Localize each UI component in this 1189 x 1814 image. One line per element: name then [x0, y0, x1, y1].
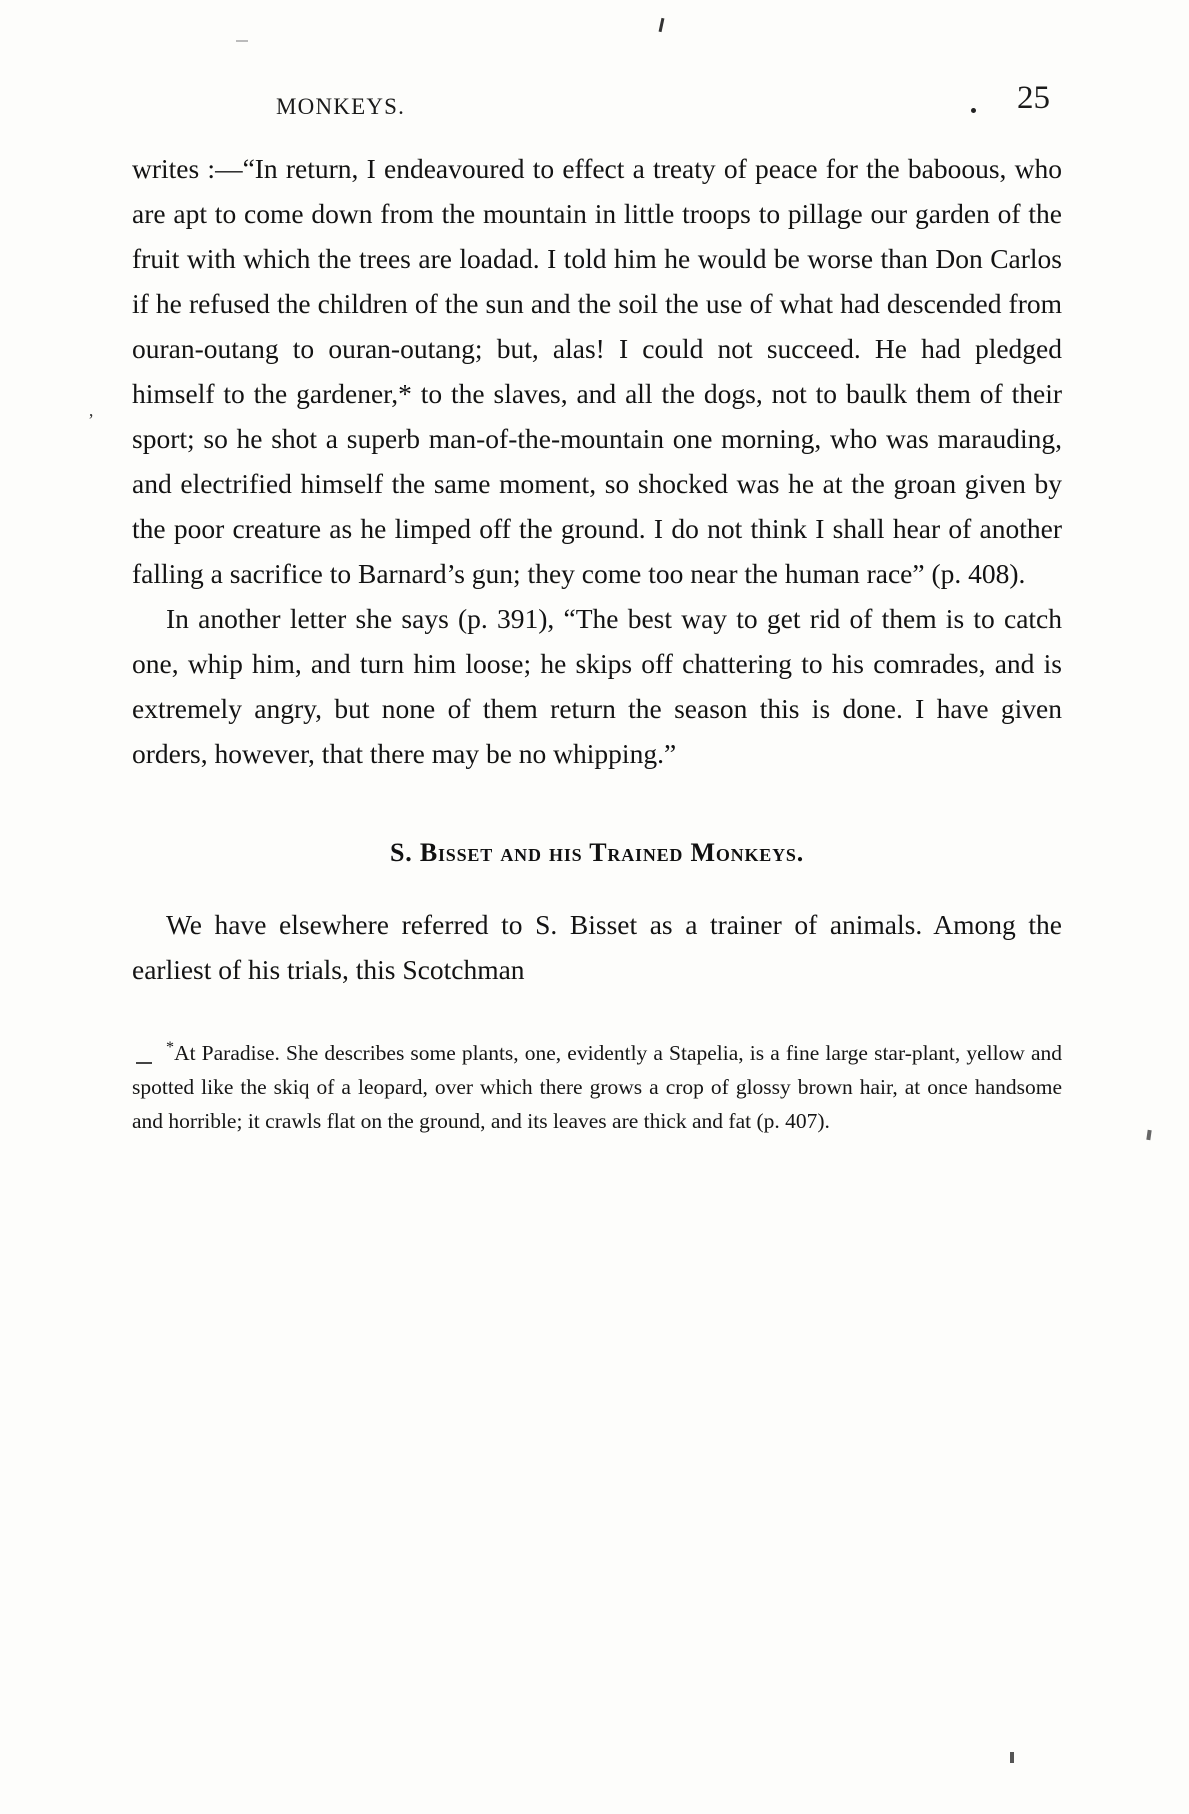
footnote-marker: * — [166, 1038, 175, 1056]
footnote-area — [132, 1036, 1062, 1138]
footnote-text: At Paradise. She describes some plants, one, evidently a Stapelia, is a fine large star-plant, yellow and spotted like the skiq of a leopard, over which there grows a crop of glossy brown hair, at once handsome and horrible; it crawls flat on the ground, and its leaves are thick and fat (p. 407). — [132, 1041, 1062, 1133]
page-header — [132, 78, 1062, 140]
page-speck-top-left — [236, 40, 248, 42]
ink-speck-right-icon — [1146, 1130, 1151, 1140]
running-head: MONKEYS. — [276, 94, 406, 119]
body-paragraph-2: In another letter she says (p. 391), “The best way to get rid of them is to catch one, whip him, and turn him loose; he skips off chattering to his comrades, and is extremely angry, but none of them return the season this is done. I have given orders, however, that there may be no whipping.” — [132, 603, 1062, 769]
ink-speck-bottom-icon — [1010, 1752, 1014, 1763]
body-paragraph-3: We have elsewhere referred to S. Bisset as a trainer of animals. Among the earliest of his trials, this Scotchman — [132, 909, 1062, 985]
page-number: 25 — [1017, 80, 1050, 116]
footnote — [132, 1036, 1062, 1138]
page-content — [132, 78, 1062, 1138]
ink-dash-icon — [136, 1062, 152, 1064]
page-speck-top — [659, 18, 665, 32]
margin-mark: ’ — [88, 410, 94, 430]
body-paragraph-1: writes :—“In return, I endeavoured to effect a treaty of peace for the baboous, who are apt to come down from the mountain in little troops to pillage our garden of the fruit with which the trees are loadad. I told him he would be worse than Don Carlos if he refused the children of the sun and the soil the use of what had descended from ouran-outang to ouran-outang; but, alas! I could not succeed. He had pledged himself to the gardener,* to the slaves, and all the dogs, not to baulk them of their sport; so he shot a superb man-of-the-mountain one morning, who was marauding, and electrified himself the same moment, so shocked was he at the groan given by the poor creature as he limped off the ground. I do not think I shall hear of another falling a sacrifice to Barnard’s gun; they come too near the human race” (p. 408). — [132, 153, 1062, 589]
ink-dot-icon — [971, 108, 976, 113]
section-heading: S. Bisset and his Trained Monkeys. — [390, 838, 804, 867]
